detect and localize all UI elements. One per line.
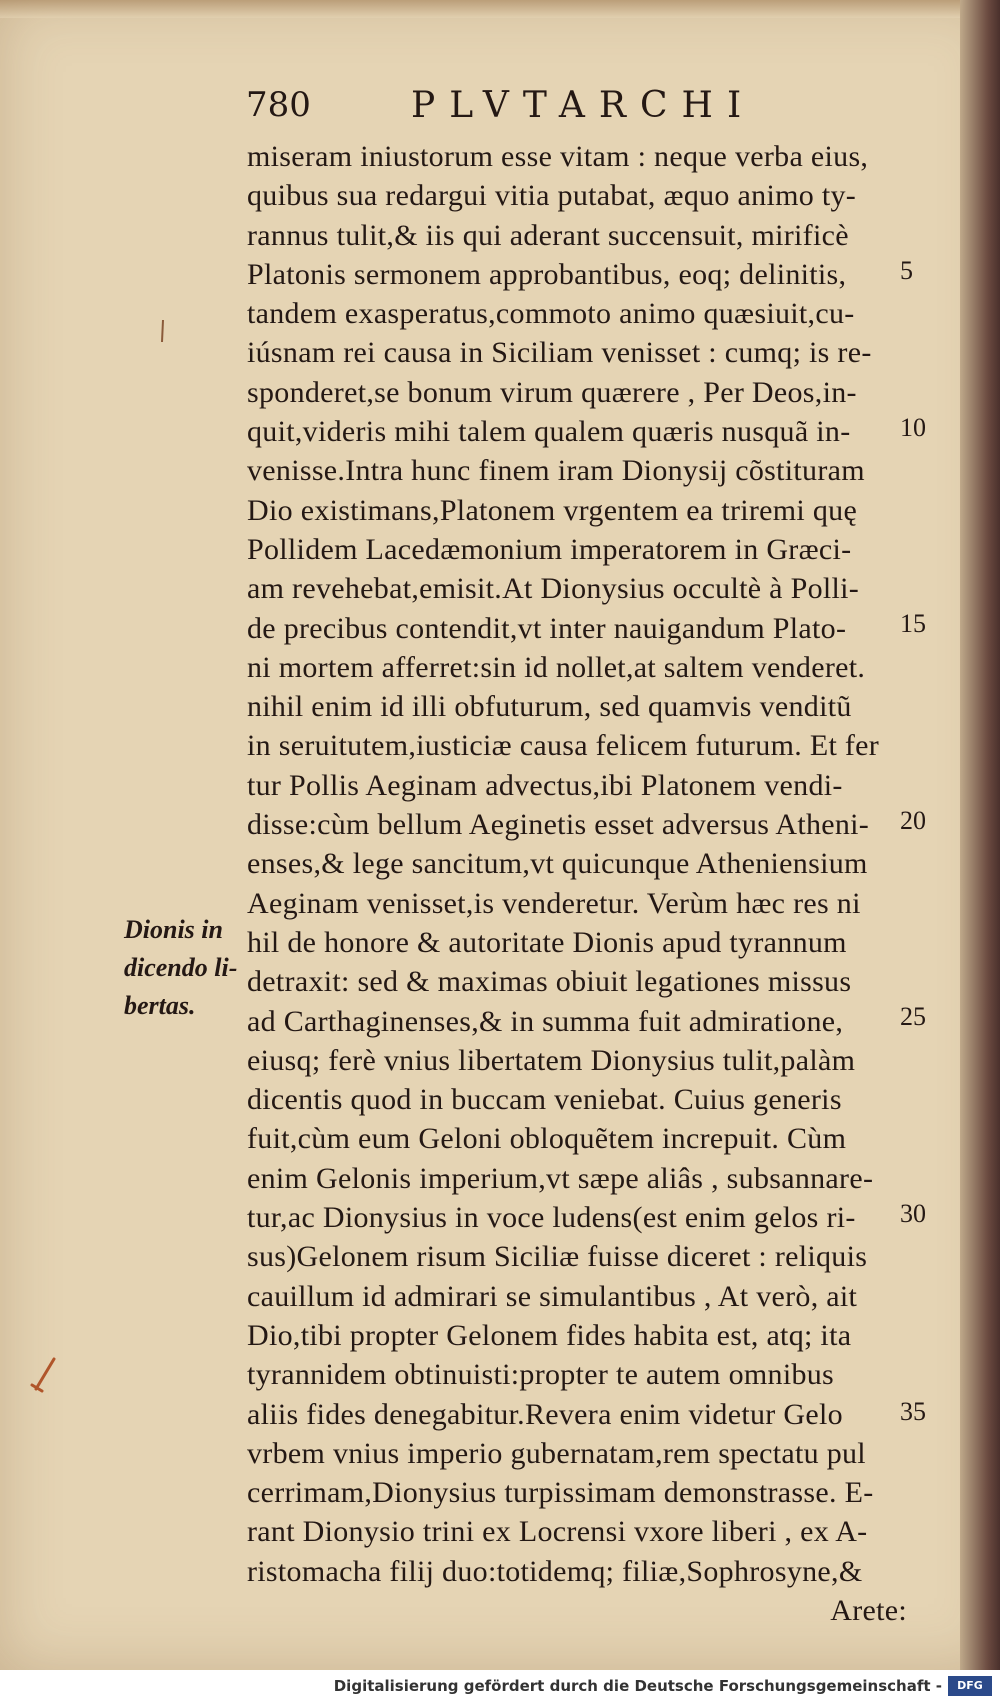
line-number: 25 xyxy=(900,1002,926,1031)
text-line: quit,videris mihi talem qualem quæris nusquã in- xyxy=(247,415,851,449)
text-line: disse:cùm bellum Aeginetis esset adversus Atheni- xyxy=(247,808,870,842)
footer-bar xyxy=(0,1670,1000,1703)
text-line: enses,& lege sancitum,vt quicunque Atheniensium xyxy=(247,847,868,881)
text-line: sus)Gelonem risum Siciliæ fuisse diceret : reliquis xyxy=(247,1240,868,1274)
text-line: tur Pollis Aeginam advectus,ibi Platonem vendi- xyxy=(247,768,843,802)
text-line: cerrimam,Dionysius turpissimam demonstrasse. E- xyxy=(247,1476,874,1510)
text-line: ad Carthaginenses,& in summa fuit admiratione, xyxy=(247,1004,844,1038)
marginal-note-line: bertas. xyxy=(124,991,196,1020)
text-line: ni mortem afferret:sin id nollet,at saltem venderet. xyxy=(247,650,866,684)
text-line: ristomacha filij duo:totidemq; filiæ,Sophrosyne,& xyxy=(247,1554,863,1588)
text-line: tandem exasperatus,commoto animo quæsiuit,cu- xyxy=(247,297,855,331)
text-line: dicentis quod in buccam veniebat. Cuius generis xyxy=(247,1083,842,1117)
text-line: rannus tulit,& iis qui aderant succensuit, mirificè xyxy=(247,218,849,252)
text-line: am revehebat,emisit.At Dionysius occultè à Polli- xyxy=(247,572,860,606)
line-number: 10 xyxy=(900,413,926,442)
line-number: 35 xyxy=(900,1397,926,1426)
text-line: nihil enim id illi obfuturum, sed quamvis venditũ xyxy=(247,690,852,724)
text-line: rant Dionysio trini ex Locrensi vxore liberi , ex A- xyxy=(247,1515,868,1549)
running-title: PLVTARCHI xyxy=(411,85,756,126)
line-number: 5 xyxy=(900,256,913,285)
marginal-note xyxy=(124,911,239,1025)
text-line: Dio existimans,Platonem vrgentem ea triremi quę xyxy=(247,493,858,527)
main-text xyxy=(247,137,907,1630)
text-line: Pollidem Lacedæmonium imperatorem in Græci- xyxy=(247,532,852,566)
text-line: tyrannidem obtinuisti:propter te autem omnibus xyxy=(247,1358,835,1392)
footer-credit: Digitalisierung gefördert durch die Deutsche Forschungsgemeinschaft - xyxy=(333,1677,942,1695)
text-line: tur,ac Dionysius in voce ludens(est enim gelos ri- xyxy=(247,1201,856,1235)
text-line: venisse.Intra hunc finem iram Dionysij cõstituram xyxy=(247,454,865,488)
folio-number: 780 xyxy=(246,85,311,125)
margin-mark xyxy=(160,318,166,344)
text-line: Aeginam venisset,is venderetur. Verùm hæc res ni xyxy=(247,886,861,920)
page-right-edge xyxy=(960,0,1000,1670)
text-line: enim Gelonis imperium,vt sæpe aliâs , subsannare- xyxy=(247,1161,874,1195)
text-line: eiusq; ferè vnius libertatem Dionysius tulit,palàm xyxy=(247,1043,856,1077)
text-line: in seruitutem,iusticiæ causa felicem futurum. Et fer xyxy=(247,729,880,763)
line-number: 15 xyxy=(900,609,926,638)
line-number: 30 xyxy=(900,1199,926,1228)
text-line: Dio,tibi propter Gelonem fides habita est, atq; ita xyxy=(247,1318,852,1352)
text-line-catchword: Arete: xyxy=(830,1593,907,1627)
text-line: hil de honore & autoritate Dionis apud tyrannum xyxy=(247,925,847,959)
marginal-note-line: Dionis in xyxy=(124,915,223,944)
text-line: sponderet,se bonum virum quærere , Per Deos,in- xyxy=(247,375,857,409)
text-line: vrbem vnius imperio gubernatam,rem spectatu pul xyxy=(247,1436,866,1470)
line-number: 20 xyxy=(900,806,926,835)
page-header xyxy=(246,85,926,135)
text-line: de precibus contendit,vt inter nauigandum Plato- xyxy=(247,611,847,645)
text-line: quibus sua redargui vitia putabat, æquo animo ty- xyxy=(247,179,857,213)
dfg-logo: DFG xyxy=(948,1676,992,1696)
text-line: aliis fides denegabitur.Revera enim videtur Gelo xyxy=(247,1397,843,1431)
text-line: miseram iniustorum esse vitam : neque verba eius, xyxy=(247,140,869,173)
text-line: detraxit: sed & maximas obiuit legationes missus xyxy=(247,965,852,999)
text-line: Platonis sermonem approbantibus, eoq; delinitis, xyxy=(247,257,847,291)
pencil-mark-icon xyxy=(28,1355,58,1395)
text-line: iúsnam rei causa in Siciliam venisset : cumq; is re- xyxy=(247,336,872,370)
marginal-note-line: dicendo li- xyxy=(124,953,238,982)
text-line: cauillum id admirari se simulantibus , At verò, ait xyxy=(247,1279,858,1313)
text-line: fuit,cùm eum Geloni obloquẽtem increpuit. Cùm xyxy=(247,1122,847,1156)
page-top-shadow xyxy=(0,0,1000,18)
